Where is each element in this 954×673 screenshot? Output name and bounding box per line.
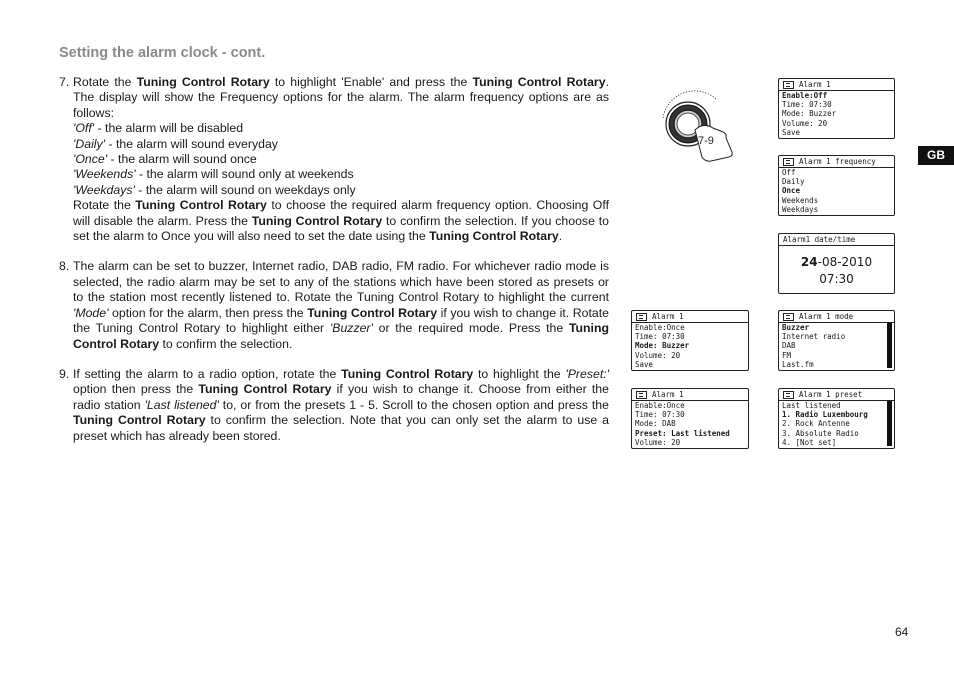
screen-alarm1-mode-select <box>631 310 749 371</box>
screen-menu-item: Mode: DAB <box>635 419 676 429</box>
screen-alarm1-mode <box>778 310 895 371</box>
screen-menu-item: Save <box>782 127 801 137</box>
alarm-list-icon <box>636 391 647 399</box>
screen-menu-item: FM <box>782 350 792 360</box>
screen-menu-item: Time: 07:30 <box>635 410 685 420</box>
screen-menu-item: Mode: Buzzer <box>782 109 837 119</box>
screen-menu-item: 4. [Not set] <box>782 437 837 447</box>
screen-menu-item: Volume: 20 <box>635 350 681 360</box>
screen-menu-item: Mode: Buzzer <box>635 341 690 351</box>
screen-alarm1-preset-select <box>631 388 749 449</box>
screen-menu-item: Volume: 20 <box>782 118 828 128</box>
screen-menu-item: Save <box>635 359 654 369</box>
step-7-confirm: Rotate the Tuning Control Rotary to choose the required alarm frequency option. Choosing Off will disable the alarm. Press the Tuning Control Rotary to confirm the selection. If you choose to set the alarm to Once you will also need to set the date using the Tuning Control Rotary. <box>73 198 609 244</box>
screen-menu-item: Last listened <box>782 401 841 410</box>
screen-menu-item: Daily <box>782 177 805 187</box>
option-weekdays: 'Weekdays' - the alarm will sound on weekdays only <box>73 182 356 197</box>
screen-menu-item: Once <box>782 186 801 196</box>
screen-menu-item: Volume: 20 <box>635 437 681 447</box>
screen-alarm1-frequency <box>778 155 895 216</box>
screen-title: Alarm 1 <box>779 80 894 91</box>
page-number: 64 <box>895 625 909 639</box>
screen-menu-item: DAB <box>782 341 796 351</box>
step-8-text: The alarm can be set to buzzer, Internet radio, DAB radio, FM radio. For whichever radio mode is selected, the radio alarm may be set to any of the stations which have been stored as presets or to the station most recently listened to. Rotate the Tuning Control Rotary to highlight the current 'Mode' option for the alarm, then press the Tuning Control Rotary if you wish to change it. Rotate the Tuning Control Rotary to highlight either 'Buzzer' or the required mode. Press the Tuning Control Rotary to confirm the selection. <box>73 259 609 351</box>
screen-menu-item: Preset: Last listened <box>635 428 730 438</box>
alarm-time: 07:30 <box>819 272 854 286</box>
alarm-list-icon <box>783 81 794 89</box>
alarm-list-icon <box>636 313 647 321</box>
screen-menu-item: 3. Absolute Radio <box>782 428 859 438</box>
screen-alarm1-preset <box>778 388 895 449</box>
step-8 <box>59 259 609 351</box>
screen-menu-item: 1. Radio Luxembourg <box>782 410 868 420</box>
alarm-list-icon <box>783 313 794 321</box>
screen-menu-item: Weekends <box>782 195 819 205</box>
screen-menu-item: Last.fm <box>782 359 814 369</box>
screen-menu-item: 2. Rock Antenne <box>782 419 850 429</box>
frequency-options <box>73 121 609 198</box>
step-number: 9. <box>59 366 70 381</box>
screen-alarm1-enable <box>778 78 895 139</box>
screen-menu-item: Enable:Once <box>635 323 685 332</box>
instructions <box>59 75 609 444</box>
screen-title: Alarm 1 preset <box>779 390 894 401</box>
screen-menu-item: Internet radio <box>782 332 846 342</box>
step-9-text: If setting the alarm to a radio option, rotate the Tuning Control Rotary to highlight the 'Preset:' option then press the Tuning Control Rotary if you wish to change it. Choose from either the radio station 'Last listened' to, or from the presets 1 - 5. Scroll to the chosen option and press the Tuning Control Rotary to confirm the selection. Note that you can only set the alarm to use a preset which has already been stored. <box>73 366 610 443</box>
page-heading: Setting the alarm clock - cont. <box>59 45 266 61</box>
screen-menu-item: Weekdays <box>782 204 819 214</box>
language-tab: GB <box>918 146 954 165</box>
step-number: 7. <box>59 75 70 89</box>
option-once: 'Once' - the alarm will sound once <box>73 152 257 167</box>
screen-title: Alarm 1 mode <box>779 312 894 323</box>
alarm-list-icon <box>783 158 794 166</box>
screen-menu-item: Buzzer <box>782 323 810 332</box>
screen-scrollbar <box>887 401 892 446</box>
screen-title: Alarm1 date/time <box>779 235 894 246</box>
alarm-date: 24-08-2010 <box>800 255 873 269</box>
alarm-list-icon <box>783 391 794 399</box>
step-number: 8. <box>59 259 70 274</box>
screen-title: Alarm 1 frequency <box>779 157 894 168</box>
screen-menu-item: Time: 07:30 <box>635 332 685 342</box>
screen-title: Alarm 1 <box>632 312 748 323</box>
screen-alarm1-datetime <box>778 233 895 294</box>
screen-menu-item: Enable:Off <box>782 91 828 100</box>
screen-title: Alarm 1 <box>632 390 748 401</box>
step-9 <box>59 367 609 444</box>
screen-menu-item: Time: 07:30 <box>782 100 832 110</box>
knob-step-label: 7-9 <box>698 135 714 147</box>
step-7 <box>59 75 609 244</box>
option-off: 'Off' - the alarm will be disabled <box>73 121 244 136</box>
screen-scrollbar <box>887 323 892 368</box>
screen-menu-item: Off <box>782 168 796 177</box>
screen-menu-item: Enable:Once <box>635 401 685 410</box>
option-weekends: 'Weekends' - the alarm will sound only at weekends <box>73 167 354 182</box>
tuning-control-rotary-icon <box>655 90 735 170</box>
step-7-intro: Rotate the Tuning Control Rotary to highlight 'Enable' and press the Tuning Control Rotary. The display will show the Frequency options for the alarm. The alarm frequency options are as follows: <box>73 75 609 120</box>
option-daily: 'Daily' - the alarm will sound everyday <box>73 136 278 151</box>
